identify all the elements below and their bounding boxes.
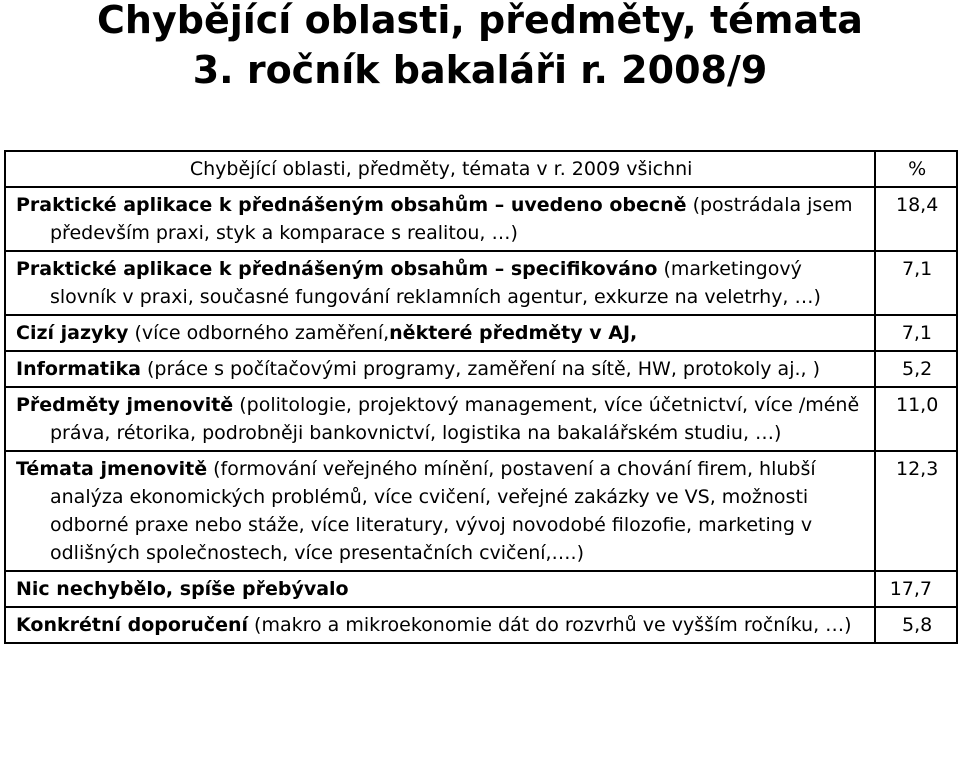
- row-topic: Praktické aplikace k přednášeným obsahům – specifikováno: [16, 258, 658, 280]
- table-row: [5, 387, 957, 451]
- table-row: [5, 251, 957, 315]
- page-title-line-1: Chybějící oblasti, předměty, témata: [97, 0, 863, 42]
- row-topic: Praktické aplikace k přednášeným obsahům – uvedeno obecně: [16, 194, 687, 216]
- row-detail: (marketingový slovník v praxi, současné fungování reklamních agentur, exkurze na veletrhy, …): [50, 258, 821, 308]
- row-detail: (více odborného zaměření,: [128, 322, 390, 344]
- row-detail: (práce s počítačovými programy, zaměření na sítě, HW, protokoly aj., ): [140, 358, 821, 380]
- table-cell-text: [5, 571, 875, 607]
- table-cell-text: [5, 315, 875, 351]
- table-header-row: [5, 151, 957, 187]
- table-header-label: Chybějící oblasti, předměty, témata v r. 2009 všichni: [5, 151, 875, 187]
- row-value: 7,1: [875, 251, 957, 315]
- row-value: 5,8: [875, 607, 957, 643]
- row-value: 5,2: [875, 351, 957, 387]
- survey-table: [4, 150, 958, 644]
- table-cell-text: [5, 187, 875, 251]
- row-topic: Informatika: [16, 358, 141, 380]
- row-topic: Nic nechybělo, spíše přebývalo: [16, 578, 349, 600]
- row-topic: Předměty jmenovitě: [16, 394, 234, 416]
- table-cell-text: [5, 607, 875, 643]
- row-value: 18,4: [875, 187, 957, 251]
- row-value: 12,3: [875, 451, 957, 571]
- row-topic: Témata jmenovitě: [16, 458, 208, 480]
- row-detail: (makro a mikroekonomie dát do rozvrhů ve vyšším ročníku, …): [248, 614, 852, 636]
- table-row: [5, 351, 957, 387]
- row-detail: (formování veřejného mínění, postavení a chování firem, hlubší analýza ekonomických problémů, více cvičení, veřejné zakázky ve VS, možnosti odborné praxe nebo stáže, více literatury, vývoj novodobé filozofie, marketing v odlišných společnostech, více presentačních cvičení,….): [50, 458, 816, 564]
- table-cell-text: [5, 451, 875, 571]
- page-title-line-2: 3. ročník bakaláři r. 2008/9: [192, 48, 768, 92]
- row-topic: Cizí jazyky: [16, 322, 129, 344]
- row-value: 17,7: [875, 571, 957, 607]
- table-row: [5, 451, 957, 571]
- row-value: 11,0: [875, 387, 957, 451]
- table-cell-text: [5, 251, 875, 315]
- table-header-percent: %: [875, 151, 957, 187]
- row-detail: (politologie, projektový management, více účetnictví, více /méně práva, rétorika, podrobněji bankovnictví, logistika na bakalářském studiu, …): [50, 394, 860, 444]
- row-topic-extra: některé předměty v AJ,: [389, 322, 638, 344]
- table-row: [5, 315, 957, 351]
- table-cell-text: [5, 351, 875, 387]
- row-detail: (postrádala jsem především praxi, styk a komparace s realitou, …): [50, 194, 853, 244]
- row-value: 7,1: [875, 315, 957, 351]
- table-row: [5, 607, 957, 643]
- row-topic: Konkrétní doporučení: [16, 614, 248, 636]
- table-row: [5, 571, 957, 607]
- table-row: [5, 187, 957, 251]
- table-cell-text: [5, 387, 875, 451]
